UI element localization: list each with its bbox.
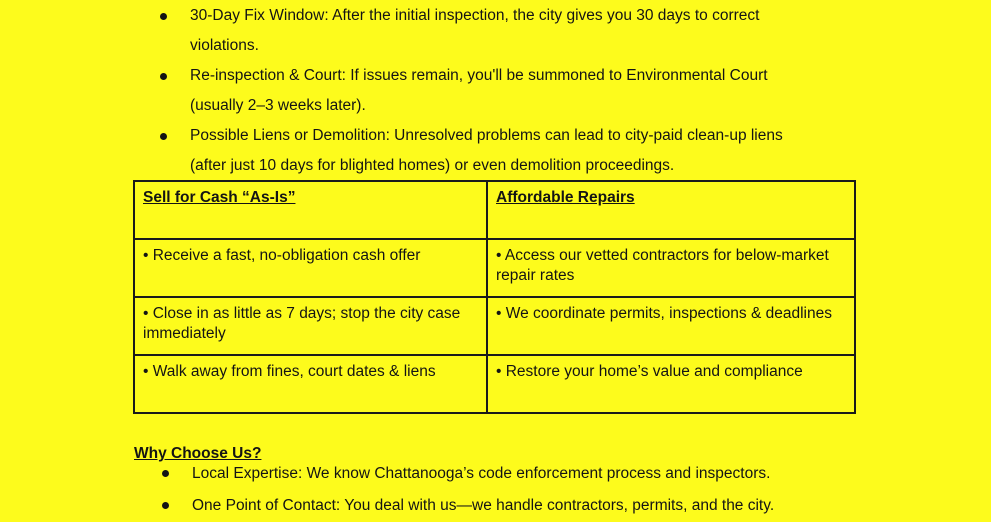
table-cell: • Close in as little as 7 days; stop the city case immediately <box>134 297 487 355</box>
column-header-repairs: Affordable Repairs <box>487 181 855 239</box>
column-header-sell: Sell for Cash “As-Is” <box>134 181 487 239</box>
list-item <box>162 490 882 522</box>
table-cell: • Access our vetted contractors for below-market repair rates <box>487 239 855 297</box>
table-row <box>134 297 855 355</box>
table-cell: • Restore your home’s value and compliance <box>487 355 855 413</box>
bullet-text-line: (usually 2–3 weeks later). <box>190 97 366 114</box>
bullet-text-line: violations. <box>190 37 259 54</box>
bullet-text-line: 30-Day Fix Window: After the initial inspection, the city gives you 30 days to correct <box>190 7 760 24</box>
table-cell: • Receive a fast, no-obligation cash offer <box>134 239 487 297</box>
list-item <box>162 458 882 490</box>
why-bullet-list <box>162 458 882 522</box>
table-cell: • Walk away from fines, court dates & liens <box>134 355 487 413</box>
bullet-text-line: (after just 10 days for blighted homes) or even demolition proceedings. <box>190 157 675 174</box>
table-row <box>134 355 855 413</box>
table-header-row <box>134 181 855 239</box>
bullet-icon <box>160 13 167 20</box>
bullet-icon <box>162 470 169 477</box>
process-bullet-list <box>160 1 860 181</box>
bullet-text-line: Re-inspection & Court: If issues remain, you'll be summoned to Environmental Court <box>190 67 768 84</box>
bullet-icon <box>160 133 167 140</box>
list-item <box>160 121 860 181</box>
why-choose-us-heading: Why Choose Us? <box>134 445 262 462</box>
options-table <box>133 180 856 414</box>
table-row <box>134 239 855 297</box>
list-item <box>160 1 860 61</box>
bullet-icon <box>162 502 169 509</box>
bullet-text: Local Expertise: We know Chattanooga’s code enforcement process and inspectors. <box>192 465 771 482</box>
bullet-icon <box>160 73 167 80</box>
table-cell: • We coordinate permits, inspections & deadlines <box>487 297 855 355</box>
bullet-text: One Point of Contact: You deal with us—we handle contractors, permits, and the city. <box>192 497 775 514</box>
list-item <box>160 61 860 121</box>
bullet-text-line: Possible Liens or Demolition: Unresolved problems can lead to city-paid clean-up liens <box>190 127 783 144</box>
